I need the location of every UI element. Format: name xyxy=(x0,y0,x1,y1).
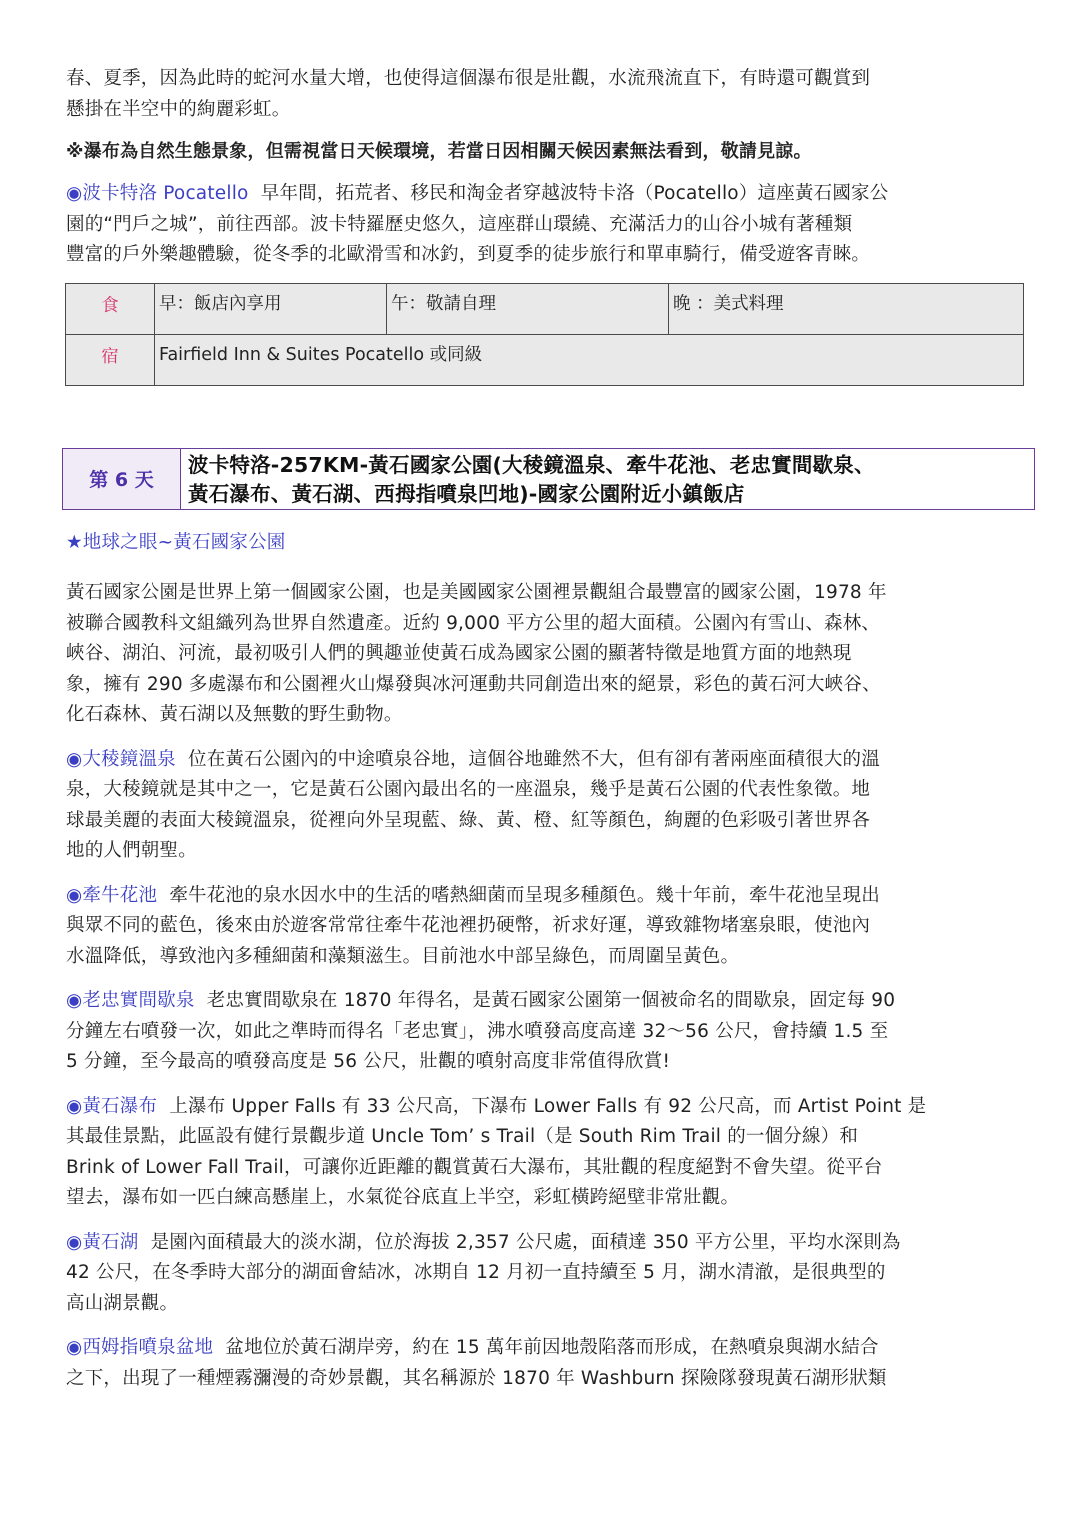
falls-title: ◉黃石瀑布 xyxy=(66,1095,158,1117)
old-faithful-line-2: 分鐘左右噴發一次，如此之準時而得名「老忠實」，沸水噴發高度高達 32～56 公尺，會持續 1.5 至 xyxy=(66,1020,889,1042)
falls-line-4: 望去，瀑布如一匹白練高懸崖上，水氣從谷底直上半空，彩虹橫跨絕壁非常壯觀。 xyxy=(66,1187,740,1208)
yellowstone-line-2: 被聯合國教科文組織列為世界自然遺產。近約 9,000 平方公里的超大面積。公園內有雪山、森林、 xyxy=(66,612,881,634)
dinner-cell: 晚 ：美式料理 xyxy=(669,283,1024,334)
yellowstone-line-3: 峽谷、湖泊、河流，最初吸引人們的興趣並使黃石成為國家公園的顯著特徵是地質方面的地熱現 xyxy=(66,643,852,664)
meals-row xyxy=(66,283,1024,334)
pocatello-title: ◉波卡特洛 Pocatello xyxy=(66,183,249,204)
waterfall-notice: ※瀑布為自然生態景象，但需視當日天候環境，若當日因相關天候因素無法看到，敬請見諒。 xyxy=(66,141,812,162)
day-6-header xyxy=(62,448,1035,510)
day-6-route-line-2: 黃石瀑布、黃石湖、西拇指噴泉凹地)-國家公園附近小鎮飯店 xyxy=(188,481,745,506)
lake-paragraph xyxy=(66,1228,1016,1320)
old-faithful-line-1: 老忠實間歇泉在 1870 年得名，是黃石國家公園第一個被命名的間歇泉，固定每 90 xyxy=(206,990,896,1011)
prismatic-line-1: 位在黃石公園內的中途噴泉谷地，這個谷地雖然不大，但有卻有著兩座面積很大的溫 xyxy=(188,748,880,770)
west-thumb-paragraph xyxy=(66,1333,1016,1394)
old-faithful-title: ◉老忠實間歇泉 xyxy=(66,990,195,1011)
day-6-route xyxy=(181,449,875,509)
morning-glory-paragraph xyxy=(66,881,1016,973)
lake-line-3: 高山湖景觀。 xyxy=(66,1292,179,1314)
yellowstone-line-5: 化石森林、黃石湖以及無數的野生動物。 xyxy=(66,704,403,725)
day-6-route-line-1: 波卡特洛-257KM-黃石國家公園(大稜鏡溫泉、牽牛花池、老忠實間歇泉、 xyxy=(188,452,875,477)
prismatic-line-4: 地的人們朝聖。 xyxy=(66,840,197,861)
breakfast-cell: 早：飯店內享用 xyxy=(155,283,387,334)
intro-paragraph xyxy=(66,64,1016,125)
meals-table xyxy=(65,283,1024,386)
west-thumb-title: ◉西姆指噴泉盆地 xyxy=(66,1337,214,1358)
document-page xyxy=(66,64,1016,1394)
pocatello-line-1: 早年間，拓荒者、移民和淘金者穿越波特卡洛（Pocatello）這座黃石國家公 xyxy=(260,183,889,204)
hotel-cell: Fairfield Inn & Suites Pocatello 或同級 xyxy=(155,334,1024,385)
food-label: 食 xyxy=(66,283,155,334)
west-thumb-line-2: 之下，出現了一種煙霧瀰漫的奇妙景觀，其名稱源於 1870 年 Washburn 探險隊發現黃石湖形狀類 xyxy=(66,1367,887,1389)
hotel-row xyxy=(66,334,1024,385)
morning-glory-line-3: 水溫降低，導致池內多種細菌和藻類滋生。目前池水中部呈綠色，而周圍呈黃色。 xyxy=(66,945,740,967)
falls-line-3: Brink of Lower Fall Trail，可讓你近距離的觀賞黃石大瀑布，其壯觀的程度絕對不會失望。從平台 xyxy=(66,1156,883,1178)
prismatic-line-2: 泉，大稜鏡就是其中之一，它是黃石公園內最出名的一座溫泉，幾乎是黃石公園的代表性象徵。地 xyxy=(66,779,871,800)
lake-title: ◉黃石湖 xyxy=(66,1231,139,1253)
yellowstone-line-1: 黃石國家公園是世界上第一個國家公園，也是美國國家公園裡景觀組合最豐富的國家公園，1978 年 xyxy=(66,582,887,603)
lake-line-2: 42 公尺，在冬季時大部分的湖面會結冰，冰期自 12 月初一直持續至 5 月，湖水清澈，是很典型的 xyxy=(66,1262,886,1283)
prismatic-line-3: 球最美麗的表面大稜鏡溫泉，從裡向外呈現藍、綠、黃、橙、紅等顏色，絢麗的色彩吸引著世界各 xyxy=(66,809,871,831)
old-faithful-paragraph xyxy=(66,986,1016,1078)
pocatello-line-3: 豐富的戶外樂趣體驗，從冬季的北歐滑雪和冰釣，到夏季的徒步旅行和單車騎行，備受遊客青睞。 xyxy=(66,244,871,265)
intro-line-1: 春、夏季，因為此時的蛇河水量大增，也使得這個瀑布很是壯觀，水流飛流直下，有時還可觀賞到 xyxy=(66,68,871,89)
falls-line-1: 上瀑布 Upper Falls 有 33 公尺高，下瀑布 Lower Falls 有 92 公尺高，而 Artist Point 是 xyxy=(169,1095,927,1117)
hotel-label: 宿 xyxy=(66,334,155,385)
intro-line-2: 懸掛在半空中的絢麗彩虹。 xyxy=(66,98,291,120)
falls-paragraph xyxy=(66,1092,1016,1214)
lake-line-1: 是園內面積最大的淡水湖，位於海拔 2,357 公尺處，面積達 350 平方公里，平均水深則為 xyxy=(150,1231,901,1253)
prismatic-paragraph xyxy=(66,745,1016,867)
prismatic-title: ◉大稜鏡溫泉 xyxy=(66,748,176,770)
pocatello-paragraph xyxy=(66,179,1016,271)
morning-glory-line-1: 牽牛花池的泉水因水中的生活的嗜熱細菌而呈現多種顏色。幾十年前，牽牛花池呈現出 xyxy=(169,884,880,906)
falls-line-2: 其最佳景點，此區設有健行景觀步道 Uncle Tom’ s Trail（是 South Rim Trail 的一個分線）和 xyxy=(66,1126,859,1147)
lunch-cell: 午：敬請自理 xyxy=(387,283,669,334)
yellowstone-paragraph xyxy=(66,578,1016,731)
old-faithful-line-3: 5 分鐘，至今最高的噴發高度是 56 公尺，壯觀的噴射高度非常值得欣賞! xyxy=(66,1051,671,1072)
day-6-label: 第 6 天 xyxy=(63,449,181,509)
west-thumb-line-1: 盆地位於黃石湖岸旁，約在 15 萬年前因地殼陷落而形成，在熱噴泉與湖水結合 xyxy=(225,1337,879,1358)
morning-glory-line-2: 與眾不同的藍色，後來由於遊客常常往牽牛花池裡扔硬幣，祈求好運，導致雜物堵塞泉眼，使池內 xyxy=(66,915,871,936)
section-subtitle: ★地球之眼~黃石國家公園 xyxy=(66,531,286,553)
yellowstone-line-4: 象，擁有 290 多處瀑布和公園裡火山爆發與冰河運動共同創造出來的絕景，彩色的黃石河大峽谷、 xyxy=(66,673,881,695)
morning-glory-title: ◉牽牛花池 xyxy=(66,884,158,906)
pocatello-line-2: 園的“門戶之城”，前往西部。波卡特羅歷史悠久，這座群山環繞、充滿活力的山谷小城有著種類 xyxy=(66,213,853,235)
